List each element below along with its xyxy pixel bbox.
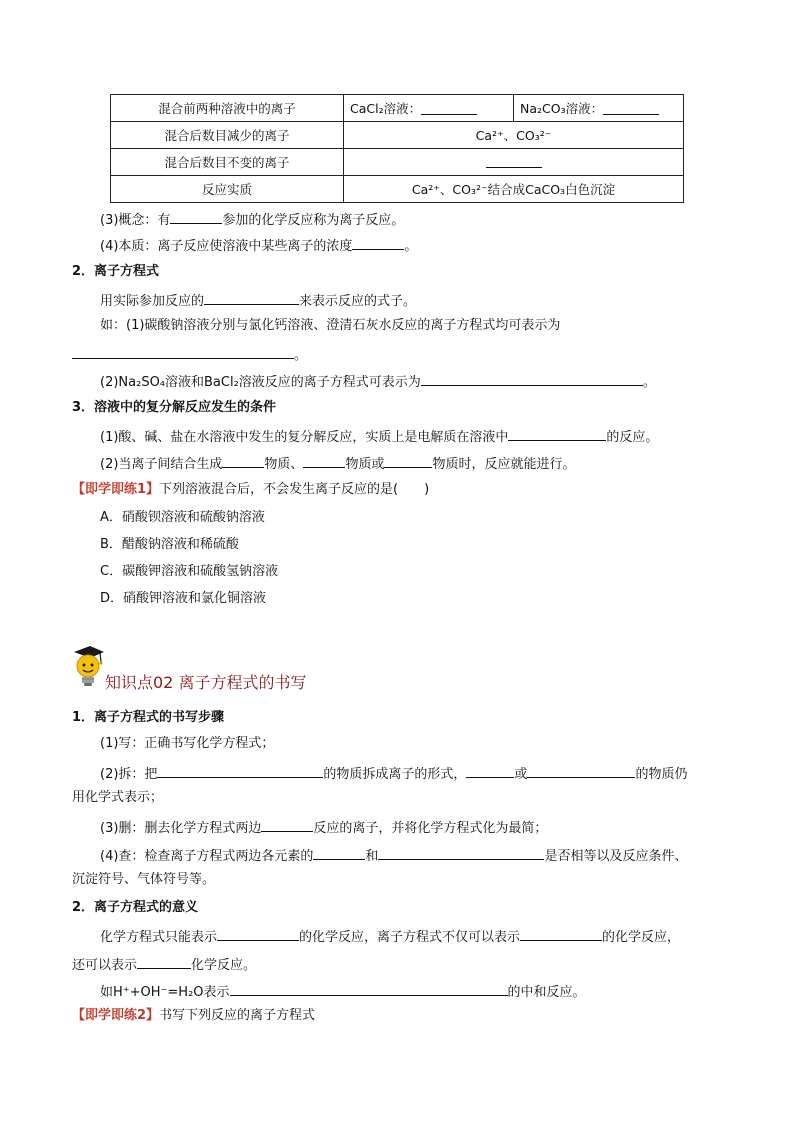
text: 用实际参加反应的 — [100, 294, 205, 309]
answer-blank[interactable] — [603, 101, 659, 115]
answer-blank[interactable] — [466, 764, 514, 778]
table-row — [111, 95, 684, 122]
knowledge-point-title: 知识点02 离子方程式的书写 — [105, 673, 307, 692]
practice-question — [72, 482, 429, 498]
answer-blank[interactable] — [508, 427, 606, 441]
text: (3)概念：有 — [100, 213, 171, 228]
table-cell-value: Ca²⁺、CO₃²⁻结合成CaCO₃白色沉淀 — [344, 176, 684, 203]
example-line-2 — [100, 372, 656, 391]
text: 物质、 — [264, 457, 304, 472]
answer-blank[interactable] — [170, 210, 222, 224]
table-cell-value: Ca²⁺、CO₃²⁻ — [344, 122, 684, 149]
step-check — [100, 846, 687, 865]
answer-blank[interactable] — [421, 101, 477, 115]
definition-line — [100, 291, 416, 310]
answer-blank[interactable] — [72, 345, 294, 359]
text: 。 — [404, 239, 418, 254]
step-write: (1)写：正确书写化学方程式； — [100, 736, 275, 751]
meaning-line-cont — [72, 955, 256, 974]
question-text: 下列溶液混合后，不会发生离子反应的是( ) — [159, 482, 430, 497]
example-line: 如：(1)碳酸钠溶液分别与氯化钙溶液、澄清石灰水反应的离子方程式均可表示为 — [100, 318, 561, 333]
text: 和 — [365, 849, 379, 864]
text: 的中和反应。 — [507, 985, 586, 1000]
answer-blank[interactable] — [204, 291, 299, 305]
graduate-lightbulb-icon — [70, 646, 106, 688]
answer-blank[interactable] — [157, 764, 323, 778]
ion-table — [110, 94, 684, 203]
step-delete — [100, 818, 547, 837]
text: 的物质仍 — [635, 767, 688, 782]
concept-line — [100, 210, 404, 229]
example-answer-line — [72, 345, 307, 364]
cacl2-solution-cell — [344, 95, 513, 121]
practice-tag: 【即学即练1】 — [72, 482, 160, 497]
answer-blank[interactable] — [378, 846, 544, 860]
answer-blank[interactable] — [137, 955, 191, 969]
text: 的化学反应，离子方程式不仅可以表示 — [299, 930, 521, 945]
text: 参加的化学反应称为离子反应。 — [222, 213, 405, 228]
meaning-line — [100, 927, 680, 946]
text: 或 — [514, 767, 528, 782]
condition-line-1 — [100, 427, 658, 446]
answer-blank[interactable] — [384, 454, 432, 468]
table-cell-label: 混合前两种溶液中的离子 — [111, 95, 344, 122]
answer-blank[interactable] — [520, 927, 602, 941]
text: (2)拆：把 — [100, 767, 158, 782]
text: 如H⁺+OH⁻=H₂O表示 — [100, 985, 230, 1000]
cacl2-label: CaCl₂溶液： — [350, 101, 422, 116]
section-heading: 2．离子方程式的意义 — [72, 900, 199, 915]
text: 是否相等以及反应条件、 — [544, 849, 688, 864]
text: 物质时，反应就能进行。 — [432, 457, 576, 472]
na2co3-label: Na₂CO₃溶液： — [520, 101, 604, 116]
answer-blank[interactable] — [527, 764, 635, 778]
option-a[interactable]: A．硝酸钡溶液和硫酸钠溶液 — [100, 510, 265, 525]
step-split — [100, 764, 687, 783]
text: 。 — [642, 375, 656, 390]
answer-blank[interactable] — [486, 154, 542, 168]
text: 化学方程式只能表示 — [100, 930, 218, 945]
answer-blank[interactable] — [222, 454, 264, 468]
table-row — [111, 149, 684, 176]
text: (4)查：检查离子方程式两边各元素的 — [100, 849, 314, 864]
table-cell-split — [344, 95, 684, 122]
section-heading: 3．溶液中的复分解反应发生的条件 — [72, 400, 277, 415]
section-heading: 2．离子方程式 — [72, 264, 160, 279]
text: (3)删：删去化学方程式两边 — [100, 821, 262, 836]
text: (2)当离子间结合生成 — [100, 457, 223, 472]
practice-tag: 【即学即练2】 — [72, 1008, 160, 1023]
text: 物质或 — [345, 457, 385, 472]
text: 还可以表示 — [72, 958, 138, 973]
text: 。 — [294, 348, 308, 363]
text: 反应的离子，并将化学方程式化为最简； — [313, 821, 548, 836]
text: 的反应。 — [606, 430, 659, 445]
option-b[interactable]: B．醋酸钠溶液和稀硫酸 — [100, 537, 239, 552]
section-heading: 1．离子方程式的书写步骤 — [72, 710, 225, 725]
condition-line-2 — [100, 454, 575, 473]
text: 的化学反应， — [602, 930, 681, 945]
text: (4)本质：离子反应使溶液中某些离子的浓度 — [100, 239, 353, 254]
answer-blank[interactable] — [230, 982, 508, 996]
table-cell-label: 反应实质 — [111, 176, 344, 203]
answer-blank[interactable] — [313, 846, 365, 860]
practice-text: 书写下列反应的离子方程式 — [159, 1008, 316, 1023]
table-cell-value — [344, 149, 684, 176]
text: 的物质拆成离子的形式， — [323, 767, 467, 782]
option-c[interactable]: C．碳酸钾溶液和硫酸氢钠溶液 — [100, 564, 279, 579]
answer-blank[interactable] — [303, 454, 345, 468]
option-d[interactable]: D．硝酸钾溶液和氯化铜溶液 — [100, 591, 267, 606]
text: 化学反应。 — [191, 958, 257, 973]
essence-line — [100, 236, 417, 255]
na2co3-solution-cell — [513, 95, 683, 121]
step-check-cont: 沉淀符号、气体符号等。 — [72, 872, 216, 887]
neutralization-line — [100, 982, 586, 1001]
answer-blank[interactable] — [352, 236, 404, 250]
text: (2)Na₂SO₄溶液和BaCl₂溶液反应的离子方程式可表示为 — [100, 375, 421, 390]
answer-blank[interactable] — [217, 927, 299, 941]
text: 来表示反应的式子。 — [299, 294, 417, 309]
answer-blank[interactable] — [261, 818, 313, 832]
text: (1)酸、碱、盐在水溶液中发生的复分解反应，实质上是电解质在溶液中 — [100, 430, 509, 445]
table-row — [111, 176, 684, 203]
practice-2 — [72, 1008, 315, 1024]
table-cell-label: 混合后数目减少的离子 — [111, 122, 344, 149]
table-cell-label: 混合后数目不变的离子 — [111, 149, 344, 176]
table-row — [111, 122, 684, 149]
step-split-cont: 用化学式表示； — [72, 790, 164, 805]
answer-blank[interactable] — [421, 372, 643, 386]
